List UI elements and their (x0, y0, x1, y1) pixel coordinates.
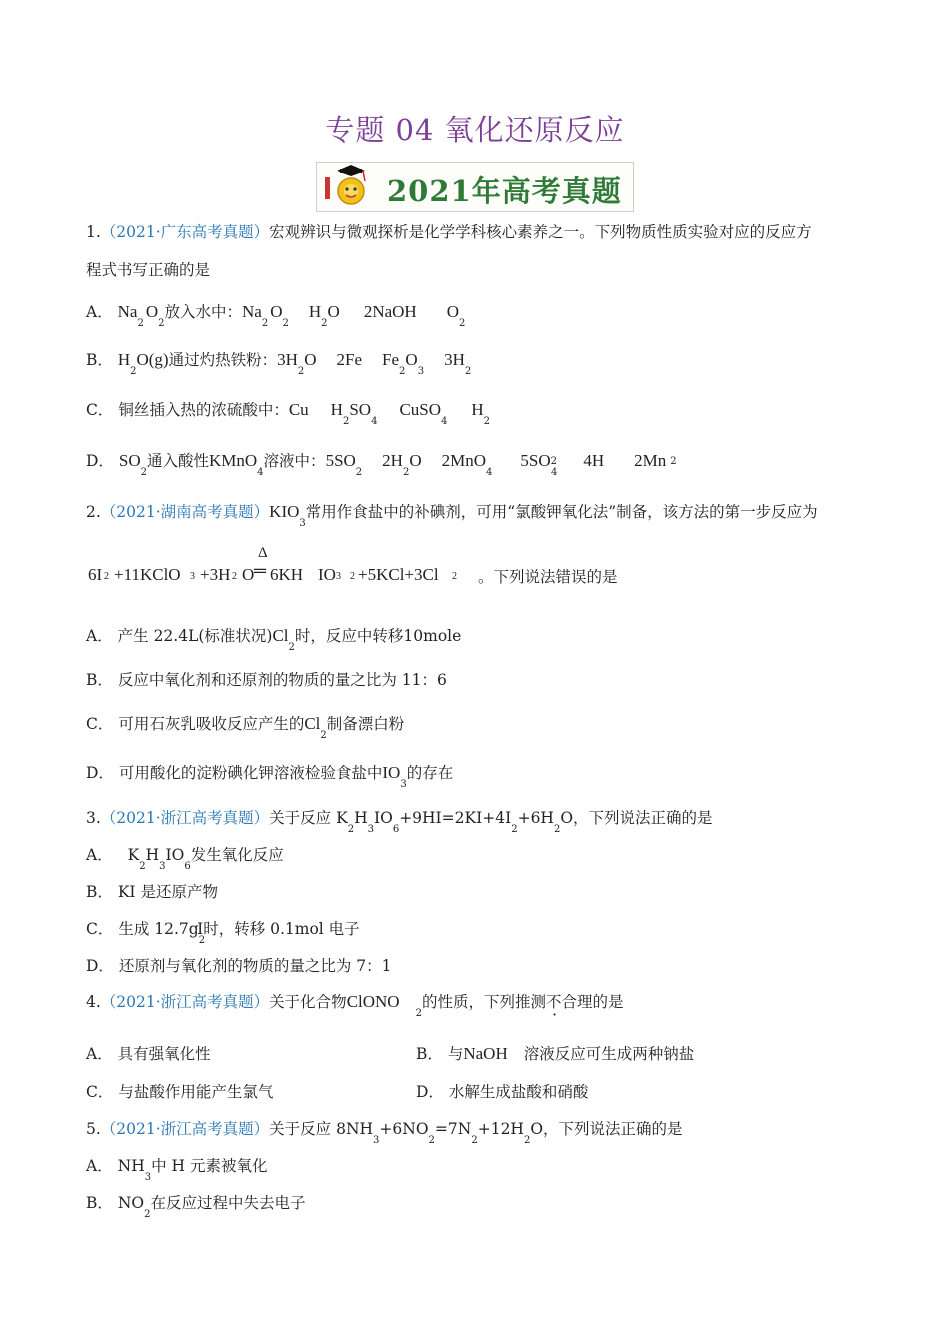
option-label: A． (86, 1045, 113, 1063)
option-label: B． (86, 351, 113, 369)
q2-equation: 6I 2 +11KClO 3 +3H 2 O Δ ═ 6KH IO 3 2 +5KCl+3Cl 2 。下列说法错误的是 (88, 545, 618, 586)
q3-option-d: D． 还原剂与氧化剂的物质的量之比为 7：1 (86, 957, 392, 975)
q2-option-b: B． 反应中氧化剂和还原剂的物质的量之比为 11：6 (86, 671, 447, 689)
option-label: C． (86, 401, 114, 419)
option-label: B． (416, 1045, 443, 1063)
q4-option-c: C． 与盐酸作用能产生氯气 (86, 1083, 274, 1101)
q4-source: （2021·浙江高考真题） (100, 993, 270, 1011)
q4-option-d: D． 水解生成盐酸和硝酸 (416, 1083, 589, 1101)
q3-source: （2021·浙江高考真题） (100, 809, 270, 827)
q4-stem: 4.（2021·浙江高考真题）关于化合物ClONO$_2$的性质，下列推测不合理的是 (86, 992, 624, 1019)
q1-stem-text: 宏观辨识与微观探析是化学学科核心素养之一。下列物质性质实验对应的反应方 (269, 223, 812, 241)
q1-stem-line1 (86, 222, 812, 242)
option-label: C． (86, 1083, 114, 1101)
option-label: A． (86, 303, 113, 321)
q4-number: 4. (86, 993, 101, 1011)
option-label: A． (86, 1157, 113, 1175)
option-label: C． (86, 715, 114, 733)
option-label: D． (86, 452, 114, 470)
q3-number: 3. (86, 809, 101, 827)
option-label: B． (86, 883, 113, 901)
option-label: D． (86, 764, 114, 782)
mascot-logo-icon (321, 165, 377, 209)
q5-stem: 5.（2021·浙江高考真题）关于反应 $8NH_3+6NO_2=7N_2+12H_2O$，下列说法正确的是 (86, 1120, 683, 1146)
q4-option-b: B． 与NaOH 溶液反应可生成两种钠盐 (416, 1044, 695, 1063)
emphasis-text: 不合理 (545, 993, 593, 1011)
q3-stem: 3.（2021·浙江高考真题）关于反应 $K_2H_3IO_6+9HI=2KI+4I_2+6H_2O$，下列说法正确的是 (86, 809, 713, 835)
q1-number: 1. (86, 223, 101, 241)
q1-source: （2021·广东高考真题） (100, 223, 270, 241)
q2-option-c: C． 可用石灰乳吸收反应产生的$Cl_2$制备漂白粉 (86, 714, 405, 741)
q5-number: 5. (86, 1120, 101, 1138)
banner-title: 2021年高考真题 (387, 174, 622, 208)
option-label: D． (416, 1083, 444, 1101)
q1-option-a: A． $Na_2O_2$放入水中：$Na_2O_2H_2O$ 2NaOH $O_2$ (86, 302, 466, 329)
q3-option-c: C． 生成 $12.7g_2I$时，转移 0.1mol 电子 (86, 920, 360, 946)
year-banner (316, 162, 634, 212)
option-label: A． (86, 846, 113, 864)
q2-source: （2021·湖南高考真题） (100, 503, 270, 521)
q2-stem-line2: 。下列说法错误的是 (478, 568, 618, 586)
q1-stem-line2: 程式书写正确的是 (86, 261, 211, 279)
q1-option-b: B． $H_2O(g)$通过灼热铁粉：$3H_2O$ 2Fe $Fe_2O_33H_2$ (86, 350, 472, 377)
q3-option-a: A． $K_2H_3IO_6$发生氧化反应 (86, 846, 284, 872)
q2-stem-line1: 2.（2021·湖南高考真题）$KIO_3$常用作食盐中的补碘剂，可用“氯酸钾氧化法”制备，该方法的第一步反应为 (86, 502, 818, 529)
q2-option-d: D． 可用酸化的淀粉碘化钾溶液检验食盐中$IO_3$的存在 (86, 763, 454, 790)
q5-source: （2021·浙江高考真题） (100, 1120, 270, 1138)
q2-option-a: A． 产生 22.4L(标准状况)$Cl_2$时，反应中转移10mole (86, 626, 462, 653)
page-title: 专题 04 氧化还原反应 (325, 113, 625, 147)
option-label: C． (86, 920, 114, 938)
q5-option-a: A． $NH_3$中 H 元素被氧化 (86, 1157, 268, 1183)
option-label: B． (86, 671, 113, 689)
q5-option-b: B． $NO_2$在反应过程中失去电子 (86, 1194, 306, 1220)
q1-option-c: C． 铜丝插入热的浓硫酸中：Cu $H_2SO_4CuSO_4H_2$ (86, 400, 491, 427)
q1-option-d: D． $SO_2$通入酸性KMnO$_4$溶液中：$5SO_22H_2O$ $2MnO_45SO2_44H$ 2Mn 2 (86, 451, 677, 478)
q3-option-b: B． KI 是还原产物 (86, 883, 218, 901)
option-label: B． (86, 1194, 113, 1212)
q4-option-a: A． 具有强氧化性 (86, 1045, 211, 1063)
option-label: D． (86, 957, 114, 975)
option-label: A． (86, 627, 113, 645)
q2-number: 2. (86, 503, 101, 521)
